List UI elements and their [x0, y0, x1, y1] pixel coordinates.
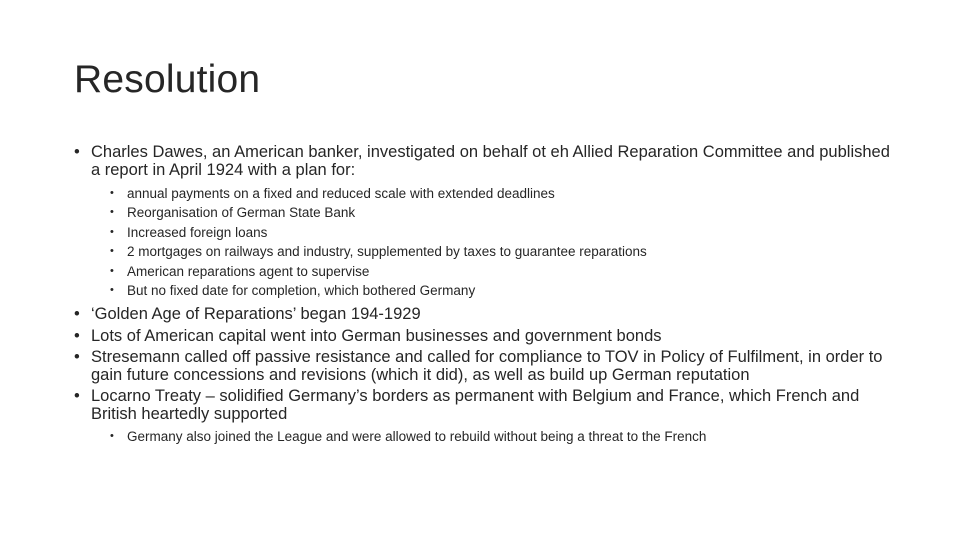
bullet-item: • Lots of American capital went into German businesses and government bonds [74, 328, 894, 346]
sub-bullet-item: • 2 mortgages on railways and industry, supplemented by taxes to guarantee reparations [74, 242, 894, 261]
slide-title: Resolution [74, 58, 261, 101]
sub-bullet-item: • But no fixed date for completion, which bothered Germany [74, 281, 894, 300]
bullet-item: • Locarno Treaty – solidified Germany’s borders as permanent with Belgium and France, which French and British heartedly supported [74, 388, 894, 423]
bullet-item: • ‘Golden Age of Reparations’ began 194-1929 [74, 306, 894, 324]
sub-bullet-list [74, 427, 894, 446]
bullet-item: • Stresemann called off passive resistance and called for compliance to TOV in Policy of Fulfilment, in order to gain future concessions and revisions (which it did), as well as build up German reputation [74, 349, 894, 384]
sub-bullet-item: • Reorganisation of German State Bank [74, 203, 894, 222]
slide-content [74, 144, 894, 446]
sub-bullet-list [74, 184, 894, 300]
bullet-item: • Charles Dawes, an American banker, investigated on behalf ot eh Allied Reparation Committee and published a report in April 1924 with a plan for: [74, 144, 894, 179]
sub-bullet-item: • annual payments on a fixed and reduced scale with extended deadlines [74, 184, 894, 203]
sub-bullet-item: • Increased foreign loans [74, 223, 894, 242]
sub-bullet-item: • Germany also joined the League and were allowed to rebuild without being a threat to the French [74, 427, 894, 446]
sub-bullet-item: • American reparations agent to supervise [74, 262, 894, 281]
